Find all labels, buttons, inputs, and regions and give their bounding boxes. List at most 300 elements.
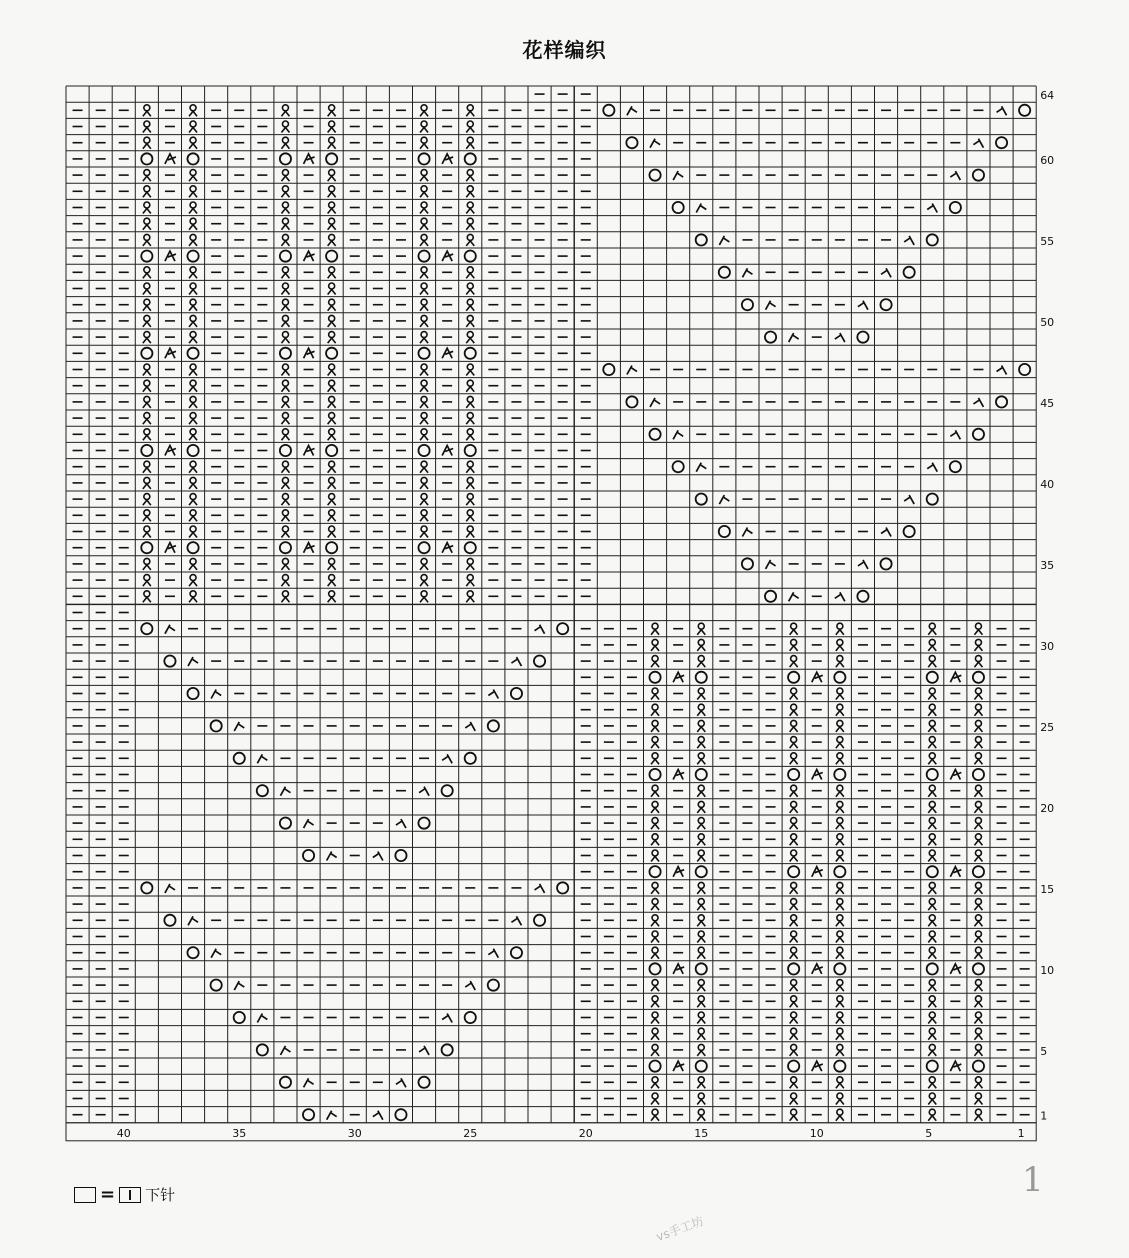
twisted-symbol-leg	[466, 306, 474, 311]
twisted-symbol	[698, 947, 704, 953]
twisted-symbol-leg	[281, 597, 289, 602]
twisted-symbol-leg	[651, 743, 659, 748]
cable-symbol	[304, 251, 315, 261]
twisted-symbol	[698, 915, 704, 921]
twisted-symbol	[652, 623, 658, 629]
twisted-symbol-leg	[790, 954, 798, 959]
twisted-symbol-leg	[790, 695, 798, 700]
twisted-symbol	[652, 834, 658, 840]
twisted-symbol	[652, 818, 658, 824]
twisted-symbol	[698, 623, 704, 629]
twisted-symbol-leg	[189, 128, 197, 133]
yarn-over-symbol	[950, 202, 961, 213]
twisted-symbol-leg	[790, 808, 798, 813]
decrease-symbol	[858, 301, 868, 310]
twisted-symbol	[791, 996, 797, 1002]
twisted-symbol-leg	[189, 290, 197, 295]
twisted-symbol-leg	[836, 938, 844, 943]
twisted-symbol-leg	[790, 824, 798, 829]
yarn-over-symbol	[465, 753, 476, 764]
twisted-symbol-leg	[928, 1035, 936, 1040]
twisted-symbol	[837, 899, 843, 905]
yarn-over-symbol	[418, 348, 429, 359]
col-number: 5	[925, 1126, 933, 1140]
twisted-symbol-leg	[328, 435, 336, 440]
twisted-symbol-leg	[974, 905, 982, 910]
twisted-symbol	[329, 267, 335, 273]
twisted-symbol-leg	[790, 1051, 798, 1056]
twisted-symbol	[929, 704, 935, 710]
twisted-symbol-leg	[466, 371, 474, 376]
twisted-symbol-leg	[836, 646, 844, 651]
col-number: 40	[116, 1126, 131, 1140]
twisted-symbol-leg	[836, 1035, 844, 1040]
twisted-symbol	[282, 186, 288, 192]
twisted-symbol-leg	[651, 792, 659, 797]
twisted-symbol	[190, 510, 196, 516]
yarn-over-symbol	[326, 542, 337, 553]
twisted-symbol-leg	[189, 565, 197, 570]
twisted-symbol	[837, 996, 843, 1002]
yarn-over-symbol	[211, 980, 222, 991]
twisted-symbol	[929, 1109, 935, 1115]
twisted-symbol-leg	[974, 646, 982, 651]
decrease-symbol	[419, 787, 429, 796]
twisted-symbol	[467, 413, 473, 419]
yarn-over-symbol	[257, 1044, 268, 1055]
twisted-symbol	[837, 785, 843, 791]
yarn-over-symbol	[303, 1109, 314, 1120]
decrease-symbol	[304, 1078, 314, 1087]
decrease-symbol	[327, 852, 337, 861]
decrease-symbol	[789, 333, 799, 342]
twisted-symbol-leg	[143, 500, 151, 505]
twisted-symbol	[929, 931, 935, 937]
twisted-symbol-leg	[697, 857, 705, 862]
decrease-symbol	[673, 171, 683, 180]
twisted-symbol	[791, 850, 797, 856]
decrease-symbol	[488, 690, 498, 699]
col-number: 30	[347, 1126, 362, 1140]
col-number: 1	[1017, 1126, 1025, 1140]
twisted-symbol-leg	[928, 905, 936, 910]
twisted-symbol	[190, 364, 196, 370]
yarn-over-symbol	[742, 558, 753, 569]
yarn-over-symbol	[927, 672, 938, 683]
twisted-symbol-leg	[466, 597, 474, 602]
twisted-symbol-leg	[974, 727, 982, 732]
twisted-symbol	[698, 980, 704, 986]
twisted-symbol-leg	[420, 144, 428, 149]
yarn-over-symbol	[488, 980, 499, 991]
twisted-symbol-leg	[697, 743, 705, 748]
twisted-symbol-leg	[143, 241, 151, 246]
twisted-symbol-leg	[697, 1083, 705, 1088]
twisted-symbol	[929, 720, 935, 726]
twisted-symbol	[190, 283, 196, 289]
twisted-symbol-leg	[143, 144, 151, 149]
twisted-symbol	[791, 688, 797, 694]
twisted-symbol-leg	[466, 435, 474, 440]
twisted-symbol	[421, 461, 427, 467]
twisted-symbol	[975, 915, 981, 921]
row-number: 60	[1040, 153, 1055, 167]
col-number: 35	[232, 1126, 247, 1140]
decrease-symbol	[997, 366, 1007, 375]
twisted-symbol	[421, 510, 427, 516]
yarn-over-symbol	[696, 963, 707, 974]
yarn-over-symbol	[696, 672, 707, 683]
twisted-symbol	[467, 461, 473, 467]
twisted-symbol-leg	[697, 759, 705, 764]
twisted-symbol-leg	[281, 192, 289, 197]
twisted-symbol	[421, 283, 427, 289]
twisted-symbol	[421, 396, 427, 402]
twisted-symbol-leg	[466, 176, 474, 181]
twisted-symbol-leg	[790, 646, 798, 651]
twisted-symbol-leg	[466, 338, 474, 343]
decrease-symbol	[950, 171, 960, 180]
yarn-over-symbol	[257, 785, 268, 796]
twisted-symbol-leg	[281, 225, 289, 230]
twisted-symbol-leg	[974, 921, 982, 926]
decrease-symbol	[742, 528, 752, 537]
twisted-symbol-leg	[281, 144, 289, 149]
yarn-over-symbol	[465, 1012, 476, 1023]
yarn-over-symbol	[765, 332, 776, 343]
twisted-symbol	[698, 801, 704, 807]
watermark-caption: vs手工坊	[654, 1213, 706, 1244]
yarn-over-symbol	[927, 494, 938, 505]
yarn-over-symbol	[996, 396, 1007, 407]
yarn-over-symbol	[141, 882, 152, 893]
twisted-symbol-leg	[466, 225, 474, 230]
yarn-over-symbol	[649, 170, 660, 181]
twisted-symbol	[190, 332, 196, 338]
twisted-symbol	[282, 170, 288, 176]
twisted-symbol-leg	[143, 403, 151, 408]
twisted-symbol	[190, 477, 196, 483]
twisted-symbol-leg	[466, 500, 474, 505]
twisted-symbol-leg	[420, 176, 428, 181]
twisted-symbol	[837, 753, 843, 759]
decrease-symbol	[257, 754, 267, 763]
twisted-symbol-leg	[790, 1002, 798, 1007]
decrease-symbol	[419, 1046, 429, 1055]
twisted-symbol	[837, 915, 843, 921]
twisted-symbol	[652, 899, 658, 905]
twisted-symbol	[791, 720, 797, 726]
twisted-symbol-leg	[697, 1116, 705, 1121]
twisted-symbol-leg	[836, 727, 844, 732]
twisted-symbol-leg	[143, 484, 151, 489]
twisted-symbol	[190, 315, 196, 321]
twisted-symbol-leg	[281, 565, 289, 570]
yarn-over-symbol	[603, 105, 614, 116]
twisted-symbol-leg	[836, 921, 844, 926]
twisted-symbol	[791, 931, 797, 937]
twisted-symbol	[837, 1109, 843, 1115]
twisted-symbol-leg	[790, 921, 798, 926]
yarn-over-symbol	[442, 1044, 453, 1055]
twisted-symbol-leg	[790, 792, 798, 797]
twisted-symbol	[144, 461, 150, 467]
yarn-over-symbol	[973, 963, 984, 974]
twisted-symbol-leg	[466, 128, 474, 133]
twisted-symbol-leg	[143, 128, 151, 133]
yarn-over-symbol	[950, 461, 961, 472]
twisted-symbol-leg	[974, 792, 982, 797]
twisted-symbol	[467, 121, 473, 127]
twisted-symbol	[190, 494, 196, 500]
twisted-symbol-leg	[328, 322, 336, 327]
twisted-symbol-leg	[928, 662, 936, 667]
decrease-symbol	[835, 333, 845, 342]
twisted-symbol	[837, 1044, 843, 1050]
twisted-symbol-leg	[790, 727, 798, 732]
twisted-symbol-leg	[281, 387, 289, 392]
twisted-symbol	[791, 834, 797, 840]
twisted-symbol-leg	[420, 533, 428, 538]
twisted-symbol	[975, 996, 981, 1002]
twisted-symbol-leg	[836, 1083, 844, 1088]
twisted-symbol	[791, 1093, 797, 1099]
twisted-symbol-leg	[928, 1051, 936, 1056]
twisted-symbol-leg	[328, 516, 336, 521]
twisted-symbol-leg	[928, 1019, 936, 1024]
twisted-symbol-leg	[328, 241, 336, 246]
cable-symbol	[673, 770, 684, 780]
twisted-symbol-leg	[281, 516, 289, 521]
col-number: 25	[463, 1126, 478, 1140]
twisted-symbol-leg	[281, 241, 289, 246]
twisted-symbol-leg	[651, 1035, 659, 1040]
twisted-symbol-leg	[928, 840, 936, 845]
twisted-symbol	[144, 234, 150, 240]
twisted-symbol-leg	[328, 403, 336, 408]
decrease-symbol	[627, 366, 637, 375]
twisted-symbol	[144, 558, 150, 564]
twisted-symbol-leg	[697, 630, 705, 635]
twisted-symbol-leg	[974, 1051, 982, 1056]
twisted-symbol	[791, 1012, 797, 1018]
twisted-symbol-leg	[328, 144, 336, 149]
twisted-symbol	[190, 267, 196, 273]
twisted-symbol-leg	[189, 322, 197, 327]
twisted-symbol	[929, 737, 935, 743]
cable-symbol	[165, 154, 176, 164]
twisted-symbol-leg	[281, 306, 289, 311]
twisted-symbol-leg	[790, 840, 798, 845]
twisted-symbol-leg	[928, 986, 936, 991]
twisted-symbol-leg	[143, 565, 151, 570]
twisted-symbol	[282, 575, 288, 581]
twisted-symbol	[467, 396, 473, 402]
twisted-symbol	[421, 591, 427, 597]
yarn-over-symbol	[326, 251, 337, 262]
twisted-symbol	[421, 218, 427, 224]
twisted-symbol-leg	[651, 759, 659, 764]
twisted-symbol	[190, 299, 196, 305]
twisted-symbol-leg	[466, 581, 474, 586]
yarn-over-symbol	[465, 251, 476, 262]
row-number: 20	[1040, 801, 1055, 815]
yarn-over-symbol	[418, 542, 429, 553]
twisted-symbol-leg	[928, 711, 936, 716]
twisted-symbol	[190, 558, 196, 564]
twisted-symbol-leg	[420, 419, 428, 424]
twisted-symbol	[421, 575, 427, 581]
twisted-symbol-leg	[143, 225, 151, 230]
twisted-symbol-leg	[143, 322, 151, 327]
twisted-symbol-leg	[697, 727, 705, 732]
yarn-over-symbol	[488, 720, 499, 731]
twisted-symbol-leg	[974, 824, 982, 829]
twisted-symbol-leg	[420, 225, 428, 230]
twisted-symbol	[975, 899, 981, 905]
twisted-symbol	[929, 996, 935, 1002]
cable-symbol	[812, 964, 823, 974]
twisted-symbol	[282, 396, 288, 402]
twisted-symbol-leg	[328, 192, 336, 197]
cable-symbol	[165, 348, 176, 358]
yarn-over-symbol	[418, 251, 429, 262]
twisted-symbol	[190, 396, 196, 402]
twisted-symbol	[144, 575, 150, 581]
yarn-over-symbol	[280, 542, 291, 553]
twisted-symbol-leg	[466, 273, 474, 278]
twisted-symbol	[421, 186, 427, 192]
twisted-symbol	[791, 818, 797, 824]
decrease-symbol	[973, 398, 983, 407]
decrease-symbol	[511, 916, 521, 925]
cable-symbol	[950, 964, 961, 974]
twisted-symbol-leg	[790, 1116, 798, 1121]
decrease-symbol	[719, 495, 729, 504]
yarn-over-symbol	[742, 299, 753, 310]
twisted-symbol	[190, 461, 196, 467]
twisted-symbol	[421, 413, 427, 419]
twisted-symbol-leg	[928, 1100, 936, 1105]
twisted-symbol-leg	[189, 500, 197, 505]
twisted-symbol-leg	[420, 209, 428, 214]
twisted-symbol	[975, 785, 981, 791]
twisted-symbol	[282, 267, 288, 273]
twisted-symbol	[975, 1077, 981, 1083]
twisted-symbol	[652, 737, 658, 743]
yarn-over-symbol	[211, 720, 222, 731]
twisted-symbol	[329, 494, 335, 500]
cable-symbol	[673, 867, 684, 877]
twisted-symbol	[467, 105, 473, 111]
twisted-symbol	[652, 882, 658, 888]
yarn-over-symbol	[857, 591, 868, 602]
twisted-symbol-leg	[974, 938, 982, 943]
twisted-symbol	[652, 1077, 658, 1083]
yarn-over-symbol	[141, 623, 152, 634]
twisted-symbol	[329, 413, 335, 419]
yarn-over-symbol	[904, 526, 915, 537]
twisted-symbol-leg	[974, 662, 982, 667]
twisted-symbol	[791, 899, 797, 905]
cable-symbol	[950, 867, 961, 877]
twisted-symbol-leg	[189, 111, 197, 116]
twisted-symbol	[698, 1109, 704, 1115]
yarn-over-symbol	[511, 688, 522, 699]
decrease-symbol	[442, 754, 452, 763]
decrease-symbol	[789, 592, 799, 601]
yarn-over-symbol	[973, 1061, 984, 1072]
chart-title: 花样编织	[522, 38, 607, 62]
twisted-symbol	[837, 980, 843, 986]
yarn-over-symbol	[626, 396, 637, 407]
twisted-symbol-leg	[328, 597, 336, 602]
yarn-over-symbol	[696, 1061, 707, 1072]
twisted-symbol-leg	[143, 306, 151, 311]
twisted-symbol-leg	[189, 435, 197, 440]
twisted-symbol	[698, 899, 704, 905]
twisted-symbol	[837, 639, 843, 645]
twisted-symbol	[190, 380, 196, 386]
twisted-symbol	[652, 720, 658, 726]
twisted-symbol-leg	[651, 808, 659, 813]
yarn-over-symbol	[534, 656, 545, 667]
twisted-symbol	[467, 202, 473, 208]
twisted-symbol-leg	[281, 273, 289, 278]
legend-equals: =	[100, 1184, 116, 1205]
twisted-symbol	[698, 704, 704, 710]
twisted-symbol	[837, 882, 843, 888]
twisted-symbol	[698, 931, 704, 937]
twisted-symbol	[282, 461, 288, 467]
twisted-symbol	[698, 1093, 704, 1099]
twisted-symbol	[652, 980, 658, 986]
twisted-symbol	[282, 315, 288, 321]
twisted-symbol	[282, 380, 288, 386]
twisted-symbol	[329, 429, 335, 435]
twisted-symbol-leg	[328, 371, 336, 376]
twisted-symbol-leg	[928, 1002, 936, 1007]
twisted-symbol-leg	[466, 533, 474, 538]
yarn-over-symbol	[465, 445, 476, 456]
twisted-symbol	[698, 996, 704, 1002]
decrease-symbol	[188, 916, 198, 925]
yarn-over-symbol	[187, 688, 198, 699]
twisted-symbol-leg	[836, 695, 844, 700]
twisted-symbol	[421, 105, 427, 111]
decrease-symbol	[650, 398, 660, 407]
twisted-symbol	[698, 639, 704, 645]
yarn-over-symbol	[649, 429, 660, 440]
twisted-symbol-leg	[836, 630, 844, 635]
decrease-symbol	[766, 301, 776, 310]
decrease-symbol	[696, 463, 706, 472]
twisted-symbol-leg	[466, 387, 474, 392]
twisted-symbol-leg	[143, 192, 151, 197]
twisted-symbol	[652, 947, 658, 953]
twisted-symbol	[698, 785, 704, 791]
twisted-symbol-leg	[189, 516, 197, 521]
twisted-symbol	[929, 656, 935, 662]
twisted-symbol-leg	[281, 322, 289, 327]
twisted-symbol-leg	[836, 824, 844, 829]
knit-empty-symbol	[74, 1187, 96, 1203]
twisted-symbol-leg	[281, 484, 289, 489]
twisted-symbol	[190, 202, 196, 208]
twisted-symbol	[144, 477, 150, 483]
yarn-over-symbol	[788, 769, 799, 780]
twisted-symbol-leg	[836, 986, 844, 991]
